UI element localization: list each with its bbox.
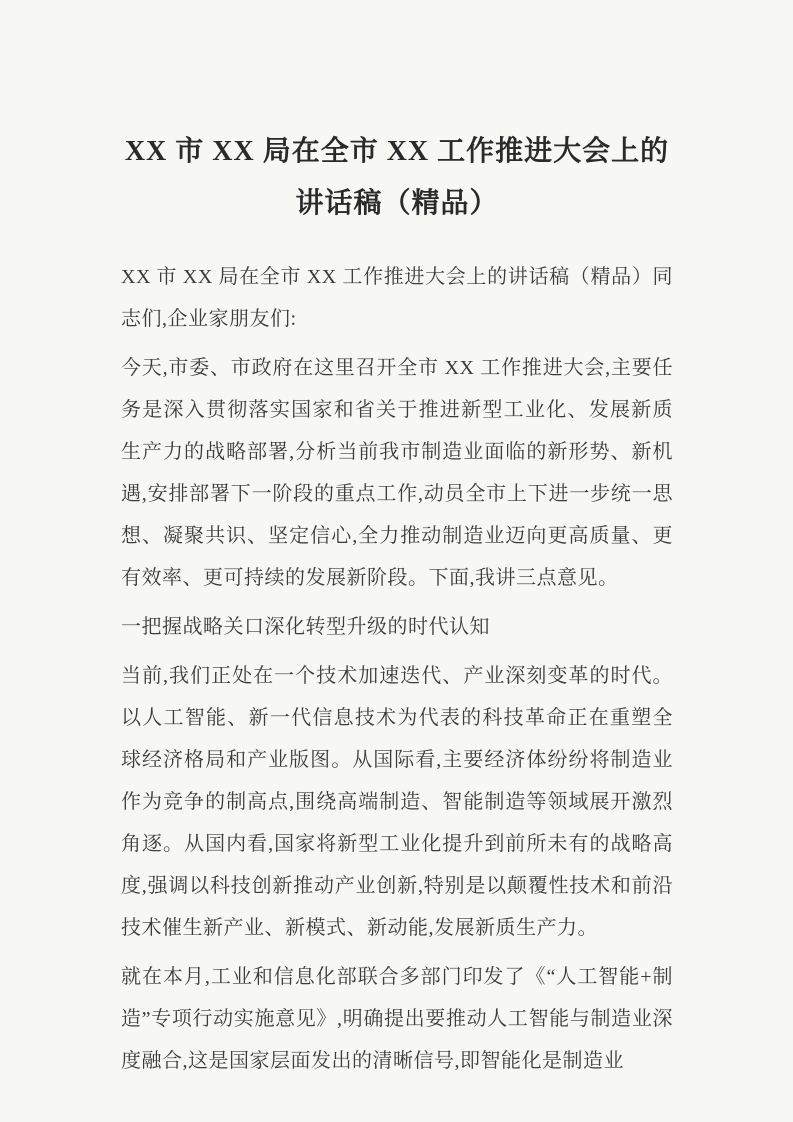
paragraph: 当前,我们正处在一个技术加速迭代、产业深刻变革的时代。以人工智能、新一代信息技术为代表的科技革命正在重塑全球经济格局和产业版图。从国际看,主要经济体纷纷将制造业作为竞争的制高点,围绕高端制造、智能制造等领域展开激烈角逐。从国内看,国家将新型工业化提升到前所未有的战略高度,强调以科技创新推动产业创新,特别是以颠覆性技术和前沿技术催生新产业、新模式、新动能,发展新质生产力。 [121,664,673,939]
paragraph: 就在本月,工业和信息化部联合多部门印发了《“人工智能+制造”专项行动实施意见》,明确提出要推动人工智能与制造业深度融合,这是国家层面发出的清晰信号,即智能化是制造业 [121,965,673,1072]
paragraph: XX 市 XX 局在全市 XX 工作推进大会上的讲话稿（精品）同志们,企业家朋友们: [121,265,673,330]
document-title: XX 市 XX 局在全市 XX 工作推进大会上的讲话稿（精品） [124,136,670,219]
paragraph: 今天,市委、市政府在这里召开全市 XX 工作推进大会,主要任务是深入贯彻落实国家和省关于推进新型工业化、发展新质生产力的战略部署,分析当前我市制造业面临的新形势、新机遇,安排部署下一阶段的重点工作,动员全市上下进一步统一思想、凝聚共识、坚定信心,全力推动制造业迈向更高质量、更有效率、更可持续的发展新阶段。下面,我讲三点意见。 [121,356,673,589]
paragraph: 一把握战略关口深化转型升级的时代认知 [121,615,490,638]
document-body [121,256,673,1082]
